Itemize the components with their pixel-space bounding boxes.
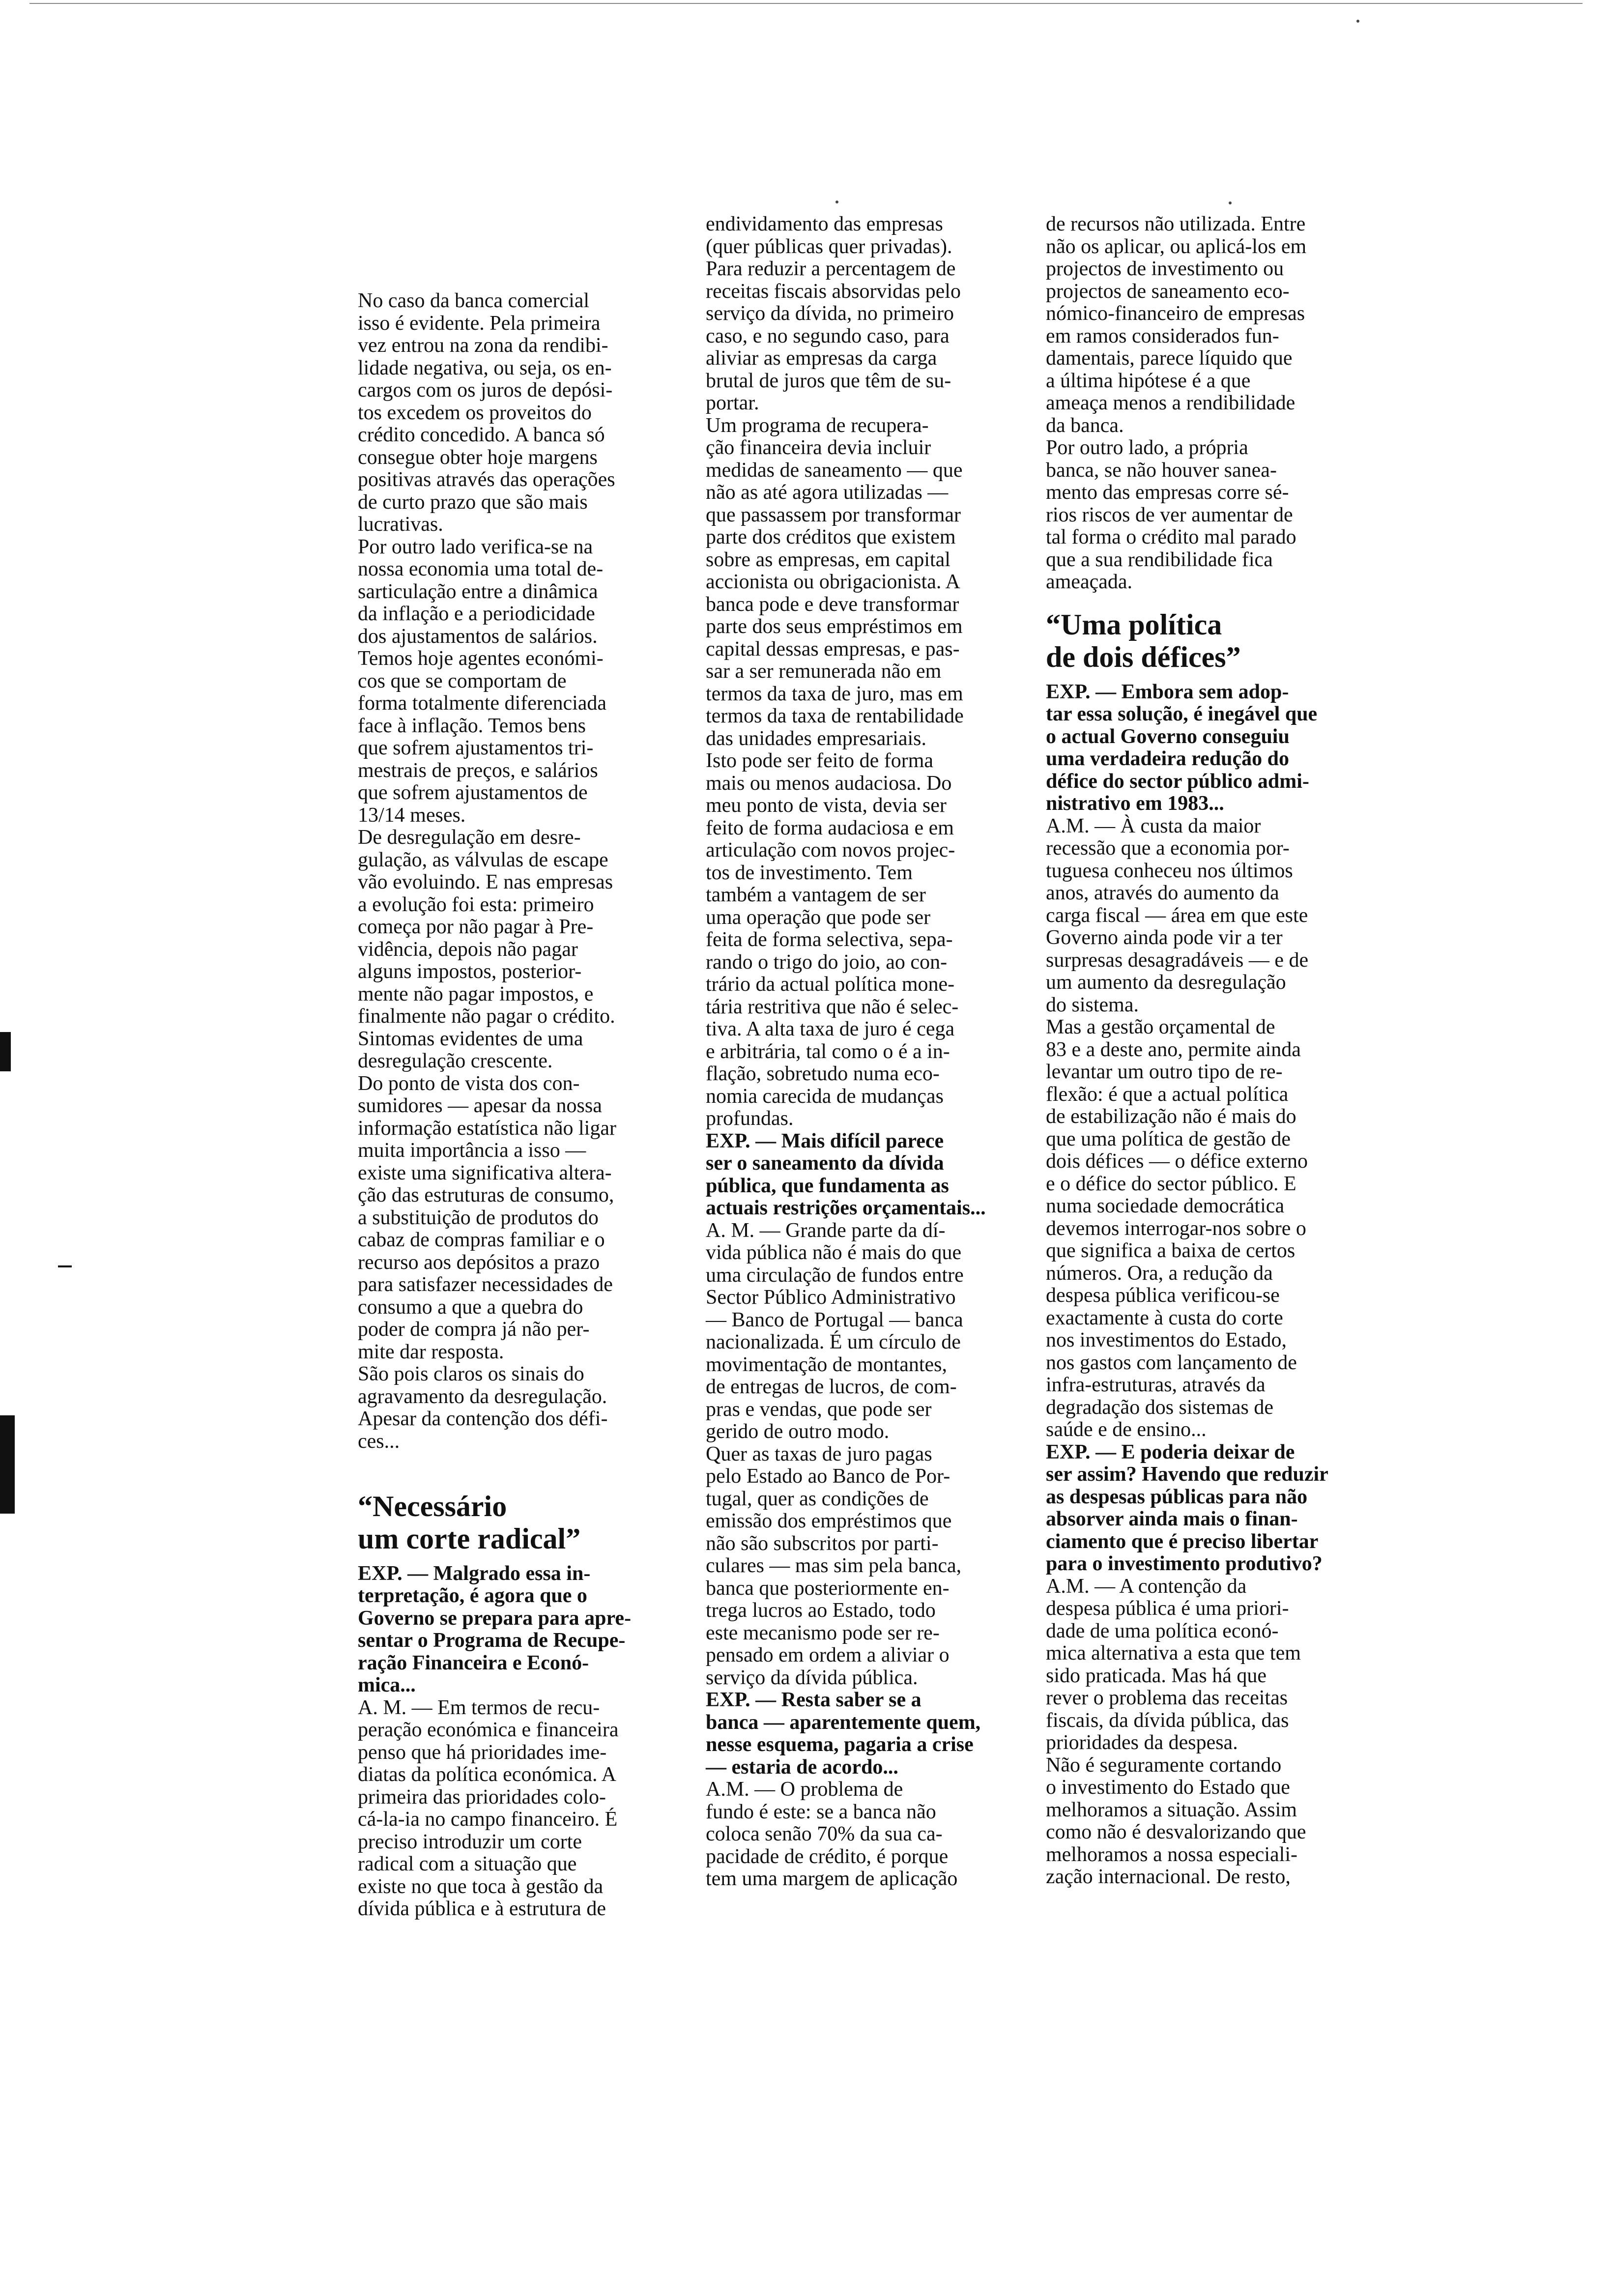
interview-question-line: mica... <box>358 1674 416 1696</box>
text-line: a substituição de produtos do <box>358 1206 599 1229</box>
text-line: vão evoluindo. E nas empresas <box>358 871 613 893</box>
text-line: No caso da banca comercial <box>358 289 590 312</box>
text-line: um aumento da desregulação <box>1046 971 1286 994</box>
left-edge-blot <box>0 1415 15 1514</box>
text-line: ção financeira devia incluir <box>706 436 931 459</box>
interview-question-line: nistrativo em 1983... <box>1046 792 1224 815</box>
text-line: alguns impostos, posterior- <box>358 960 582 983</box>
text-line: cos que se comportam de <box>358 669 567 692</box>
text-line: desregulação crescente. <box>358 1050 553 1072</box>
text-line: Mas a gestão orçamental de <box>1046 1016 1275 1038</box>
text-line: rever o problema das receitas <box>1046 1687 1288 1709</box>
text-line: não os aplicar, ou aplicá-los em <box>1046 235 1307 258</box>
text-line: sumidores — apesar da nossa <box>358 1094 602 1117</box>
text-line: tiva. A alta taxa de juro é cega <box>706 1018 955 1040</box>
text-line: despesa pública verificou-se <box>1046 1284 1280 1307</box>
article-column-2 <box>706 213 1040 1891</box>
text-line: que sofrem ajustamentos de <box>358 781 588 804</box>
text-line: tária restritiva que não é selec- <box>706 995 959 1018</box>
text-line: da banca. <box>1046 414 1124 437</box>
text-line: penso que há prioridades ime- <box>358 1741 607 1764</box>
text-line: melhoramos a nossa especiali- <box>1046 1843 1297 1866</box>
text-line: accionista ou obrigacionista. A <box>706 571 960 593</box>
text-line: que sofrem ajustamentos tri- <box>358 737 594 759</box>
text-line: 13/14 meses. <box>358 804 466 827</box>
interview-question-line: Governo se prepara para apre- <box>358 1607 632 1630</box>
section-heading <box>358 1490 692 1555</box>
text-line: emissão dos empréstimos que <box>706 1510 952 1532</box>
text-line: Um programa de recupera- <box>706 414 929 437</box>
text-line: mite dar resposta. <box>358 1340 504 1363</box>
text-line: damentais, parece líquido que <box>1046 347 1293 370</box>
section-heading-line: um corte radical” <box>358 1522 581 1555</box>
text-line: flação, sobretudo numa eco- <box>706 1062 940 1085</box>
text-line: tal forma o crédito mal parado <box>1046 526 1296 548</box>
text-line: A.M. — À custa da maior <box>1046 814 1261 837</box>
text-line: banca pode e deve transformar <box>706 593 959 616</box>
text-line: da inflação e a periodicidade <box>358 603 595 625</box>
text-line: saúde e de ensino... <box>1046 1418 1207 1441</box>
text-line: — Banco de Portugal — banca <box>706 1308 963 1331</box>
text-line: cá-la-ia no campo financeiro. É <box>358 1808 618 1831</box>
text-line: preciso introduzir um corte <box>358 1830 582 1853</box>
text-line: vida pública não é mais do que <box>706 1241 962 1264</box>
text-line: em ramos considerados fun- <box>1046 324 1279 347</box>
text-line: de entregas de lucros, de com- <box>706 1376 957 1398</box>
text-line: melhoramos a situação. Assim <box>1046 1798 1297 1821</box>
text-line: rando o trigo do joio, ao con- <box>706 950 948 974</box>
text-line: Temos hoje agentes económi- <box>358 647 604 670</box>
left-edge-blot <box>0 1032 11 1071</box>
noise-speck <box>835 201 838 203</box>
text-line: cabaz de compras familiar e o <box>358 1229 605 1251</box>
text-line: prioridades da despesa. <box>1046 1731 1238 1754</box>
text-line: recurso aos depósitos a prazo <box>358 1251 600 1274</box>
text-line: aliviar as empresas da carga <box>706 347 937 370</box>
text-line: poder de compra já não per- <box>358 1318 590 1341</box>
interview-question-line: ciamento que é preciso libertar <box>1046 1530 1319 1553</box>
text-line: profundas. <box>706 1107 794 1130</box>
text-line: portar. <box>706 392 759 414</box>
text-line: ameaçada. <box>1046 571 1133 593</box>
interview-question-line: EXP. — E poderia deixar de <box>1046 1440 1295 1464</box>
text-line: sarticulação entre a dinâmica <box>358 580 598 603</box>
interview-question-line: tar essa solução, é inegável que <box>1046 703 1318 725</box>
text-line: A. M. — Em termos de recu- <box>358 1696 600 1719</box>
text-line: não são subscritos por parti- <box>706 1532 939 1555</box>
text-line: termos da taxa de juro, mas em <box>706 682 963 705</box>
interview-question-line: para o investimento produtivo? <box>1046 1552 1323 1575</box>
text-line: Sector Público Administrativo <box>706 1286 956 1309</box>
text-line: peração económica e financeira <box>358 1719 619 1741</box>
text-line: mica alternativa a esta que tem <box>1046 1642 1301 1665</box>
text-line: e o défice do sector público. E <box>1046 1172 1296 1195</box>
text-line: serviço da dívida pública. <box>706 1666 918 1689</box>
text-line: sobre as empresas, em capital <box>706 548 950 571</box>
text-line: nacionalizada. É um círculo de <box>706 1331 961 1353</box>
text-line: capital dessas empresas, e pas- <box>706 637 960 660</box>
interview-question-line: nesse esquema, pagaria a crise <box>706 1733 974 1756</box>
text-line: existe uma significativa altera- <box>358 1161 612 1184</box>
text-line: A.M. — A contenção da <box>1046 1575 1247 1598</box>
text-line: lucrativas. <box>358 513 443 536</box>
text-line: cargos com os juros de depósi- <box>358 379 613 402</box>
text-line: parte dos créditos que existem <box>706 526 956 548</box>
text-line: consumo a que a quebra do <box>358 1295 583 1319</box>
interview-question-line: EXP. — Mais difícil parece <box>706 1129 944 1152</box>
text-line: numa sociedade democrática <box>1046 1195 1285 1217</box>
text-line: São pois claros os sinais do <box>358 1363 584 1385</box>
text-line: Do ponto de vista dos con- <box>358 1072 580 1095</box>
text-line: surpresas desagradáveis — e de <box>1046 948 1309 972</box>
text-line: forma totalmente diferenciada <box>358 692 607 715</box>
interview-question-line: défice do sector público admi- <box>1046 770 1309 793</box>
text-line: Para reduzir a percentagem de <box>706 258 956 280</box>
text-line: endividamento das empresas <box>706 213 943 235</box>
text-line: dade de uma política econó- <box>1046 1619 1279 1642</box>
text-line: receitas fiscais absorvidas pelo <box>706 280 961 303</box>
interview-question-line: ser o saneamento da dívida <box>706 1152 944 1175</box>
text-line: positivas através das operações <box>358 468 615 491</box>
text-line: movimentação de montantes, <box>706 1353 948 1376</box>
interview-question-line: EXP. — Malgrado essa in- <box>358 1562 591 1585</box>
text-line: A.M. — O problema de <box>706 1778 903 1801</box>
article-column-3 <box>1046 213 1380 1889</box>
text-line: dois défices — o défice externo <box>1046 1150 1308 1173</box>
text-line: este mecanismo pode ser re- <box>706 1621 940 1644</box>
text-line: a última hipótese é a que <box>1046 369 1251 392</box>
noise-speck <box>1356 20 1359 23</box>
text-line: vez entrou na zona da rendibi- <box>358 334 608 357</box>
text-line: de recursos não utilizada. Entre <box>1046 213 1306 235</box>
text-line: mento das empresas corre sé- <box>1046 481 1289 504</box>
text-line: de curto prazo que são mais <box>358 490 588 514</box>
text-line: mestrais de preços, e salários <box>358 759 598 782</box>
interview-question-line: EXP. — Embora sem adop- <box>1046 680 1289 703</box>
text-line: pensado em ordem a aliviar o <box>706 1644 950 1666</box>
text-line: começa por não pagar à Pre- <box>358 916 594 938</box>
text-line: parte dos seus empréstimos em <box>706 615 963 638</box>
text-line: nos investimentos do Estado, <box>1046 1329 1287 1351</box>
text-line: termos da taxa de rentabilidade <box>706 705 964 727</box>
text-line: carga fiscal — área em que este <box>1046 904 1308 927</box>
text-line: articulação com novos projec- <box>706 839 955 861</box>
text-line: agravamento da desregulação. <box>358 1385 607 1408</box>
text-line: e arbitrária, tal como o é a in- <box>706 1040 950 1063</box>
text-line: números. Ora, a redução da <box>1046 1262 1273 1285</box>
article-column-1 <box>358 290 692 1921</box>
text-line: rios riscos de ver aumentar de <box>1046 503 1293 526</box>
text-line: gulação, as válvulas de escape <box>358 848 608 871</box>
text-line: feita de forma selectiva, sepa- <box>706 928 953 951</box>
text-line: nómico-financeiro de empresas <box>1046 302 1305 325</box>
text-line: uma operação que pode ser <box>706 906 931 929</box>
text-line: Por outro lado, a própria <box>1046 436 1248 459</box>
text-line: face à inflação. Temos bens <box>358 714 586 737</box>
text-line: zação internacional. De resto, <box>1046 1866 1291 1888</box>
text-line: isso é evidente. Pela primeira <box>358 312 601 335</box>
text-line: sar a ser remunerada não em <box>706 660 942 683</box>
text-line: tos excedem os proveitos do <box>358 401 592 424</box>
interview-question-line: actuais restrições orçamentais... <box>706 1197 986 1219</box>
text-line: projectos de saneamento eco- <box>1046 280 1290 303</box>
interview-question-line: absorver ainda mais o finan- <box>1046 1508 1298 1530</box>
text-line: lidade negativa, ou seja, os en- <box>358 356 612 379</box>
text-line: tos de investimento. Tem <box>706 861 913 884</box>
text-line: recessão que a economia por- <box>1046 837 1290 860</box>
text-line: trário da actual política mone- <box>706 973 955 996</box>
left-edge-tick <box>58 1265 72 1267</box>
text-line: gerido de outro modo. <box>706 1420 890 1443</box>
text-line: ção das estruturas de consumo, <box>358 1184 614 1206</box>
section-heading-line: de dois défices” <box>1046 640 1241 673</box>
text-line: De desregulação em desre- <box>358 826 581 849</box>
text-line: infra-estruturas, através da <box>1046 1374 1266 1396</box>
text-line: a evolução foi esta: primeiro <box>358 893 594 916</box>
text-line: Isto pode ser feito de forma <box>706 749 934 772</box>
text-line: diatas da política económica. A <box>358 1763 616 1786</box>
text-line: Por outro lado verifica-se na <box>358 535 593 558</box>
text-line: Quer as taxas de juro pagas <box>706 1442 932 1465</box>
text-line: anos, através do aumento da <box>1046 882 1279 904</box>
text-line: tem uma margem de aplicação <box>706 1867 958 1890</box>
text-line: ces... <box>358 1430 400 1453</box>
top-rule-line <box>29 3 1583 4</box>
interview-question-line: ração Financeira e Econó- <box>358 1651 589 1674</box>
text-line: banca, se não houver sanea- <box>1046 459 1277 482</box>
text-line: pelo Estado ao Banco de Por- <box>706 1465 950 1488</box>
text-line: existe no que toca à gestão da <box>358 1875 604 1898</box>
interview-question-line: pública, que fundamenta as <box>706 1174 949 1197</box>
text-line: uma circulação de fundos entre <box>706 1263 964 1287</box>
section-heading <box>1046 608 1380 673</box>
text-line: muita importância a isso — <box>358 1139 586 1162</box>
text-line: mente não pagar impostos, e <box>358 982 594 1005</box>
interview-question-line: as despesas públicas para não <box>1046 1485 1308 1508</box>
text-line: mais ou menos audaciosa. Do <box>706 772 952 795</box>
text-line: que significa a baixa de certos <box>1046 1239 1295 1262</box>
text-line: que uma política de gestão de <box>1046 1127 1291 1150</box>
text-line: 83 e a deste ano, permite ainda <box>1046 1038 1301 1061</box>
interview-question-line: uma verdadeira redução do <box>1046 747 1290 770</box>
text-line: feito de forma audaciosa e em <box>706 816 954 839</box>
noise-speck <box>1229 201 1232 204</box>
text-line: banca que posteriormente en- <box>706 1577 950 1600</box>
text-line: também a vantagem de ser <box>706 884 926 906</box>
text-line: A. M. — Grande parte da dí- <box>706 1219 946 1242</box>
text-line: culares — mas sim pela banca, <box>706 1554 962 1577</box>
text-line: fundo é este: se a banca não <box>706 1800 936 1823</box>
text-line: vidência, depois não pagar <box>358 938 578 961</box>
interview-question-line: sentar o Programa de Recupe- <box>358 1629 626 1652</box>
text-line: tuguesa conheceu nos últimos <box>1046 859 1293 882</box>
text-line: pacidade de crédito, é porque <box>706 1845 949 1868</box>
text-line: (quer públicas quer privadas). <box>706 235 952 258</box>
text-line: nossa economia uma total de- <box>358 558 604 580</box>
text-line: brutal de juros que têm de su- <box>706 369 951 392</box>
text-line: ameaça menos a rendibilidade <box>1046 392 1295 414</box>
text-line: Sintomas evidentes de uma <box>358 1027 583 1050</box>
text-line: das unidades empresariais. <box>706 727 927 750</box>
text-line: como não é desvalorizando que <box>1046 1821 1306 1843</box>
text-line: primeira das prioridades colo- <box>358 1785 606 1808</box>
text-line: coloca senão 70% da sua ca- <box>706 1823 943 1845</box>
text-line: Apesar da contenção dos défi- <box>358 1407 608 1430</box>
text-line: caso, e no segundo caso, para <box>706 324 950 347</box>
text-line: serviço da dívida, no primeiro <box>706 302 954 325</box>
text-line: nomia carecida de mudanças <box>706 1085 944 1108</box>
text-line: levantar um outro tipo de re- <box>1046 1061 1283 1083</box>
interview-question-line: banca — aparentemente quem, <box>706 1711 981 1734</box>
text-line: degradação dos sistemas de <box>1046 1396 1274 1419</box>
text-line: do sistema. <box>1046 993 1139 1016</box>
section-heading-line: “Necessário <box>358 1490 507 1522</box>
text-line: crédito concedido. A banca só <box>358 424 605 446</box>
text-line: consegue obter hoje margens <box>358 446 598 469</box>
text-line: medidas de saneamento — que <box>706 459 963 482</box>
text-line: Não é seguramente cortando <box>1046 1753 1282 1777</box>
text-line: despesa pública é uma priori- <box>1046 1597 1289 1620</box>
interview-question-line: o actual Governo conseguiu <box>1046 725 1290 748</box>
text-line: que a sua rendibilidade fica <box>1046 548 1273 571</box>
text-line: que passassem por transformar <box>706 503 961 526</box>
text-line: devemos interrogar-nos sobre o <box>1046 1217 1306 1240</box>
text-line: tugal, quer as condições de <box>706 1487 929 1510</box>
text-line: projectos de investimento ou <box>1046 258 1284 280</box>
text-line: não as até agora utilizadas — <box>706 481 949 504</box>
text-line: flexão: é que a actual política <box>1046 1083 1289 1106</box>
interview-question-line: EXP. — Resta saber se a <box>706 1689 921 1711</box>
text-line: o investimento do Estado que <box>1046 1776 1290 1799</box>
interview-question-line: terpretação, é agora que o <box>358 1584 587 1607</box>
text-line: informação estatística não ligar <box>358 1117 616 1140</box>
text-line: dívida pública e à estrutura de <box>358 1897 606 1920</box>
text-line: de estabilização não é mais do <box>1046 1105 1296 1128</box>
text-line: Governo ainda pode vir a ter <box>1046 926 1283 949</box>
text-line: exactamente à custa do corte <box>1046 1306 1283 1329</box>
text-line: dos ajustamentos de salários. <box>358 625 598 648</box>
interview-question-line: ser assim? Havendo que reduzir <box>1046 1463 1328 1486</box>
text-line: sido praticada. Mas há que <box>1046 1664 1267 1687</box>
text-line: finalmente não pagar o crédito. <box>358 1005 615 1028</box>
interview-question-line: — estaria de acordo... <box>706 1755 898 1779</box>
text-line: meu ponto de vista, devia ser <box>706 794 947 817</box>
text-line: pras e vendas, que pode ser <box>706 1398 932 1421</box>
text-line: para satisfazer necessidades de <box>358 1273 613 1296</box>
text-line: trega lucros ao Estado, todo <box>706 1599 936 1622</box>
paragraph-gap <box>358 1453 692 1475</box>
text-line: nos gastos com lançamento de <box>1046 1351 1297 1374</box>
text-line: radical com a situação que <box>358 1853 577 1875</box>
section-heading-line: “Uma política <box>1046 608 1222 641</box>
text-line: fiscais, da dívida pública, das <box>1046 1709 1289 1732</box>
